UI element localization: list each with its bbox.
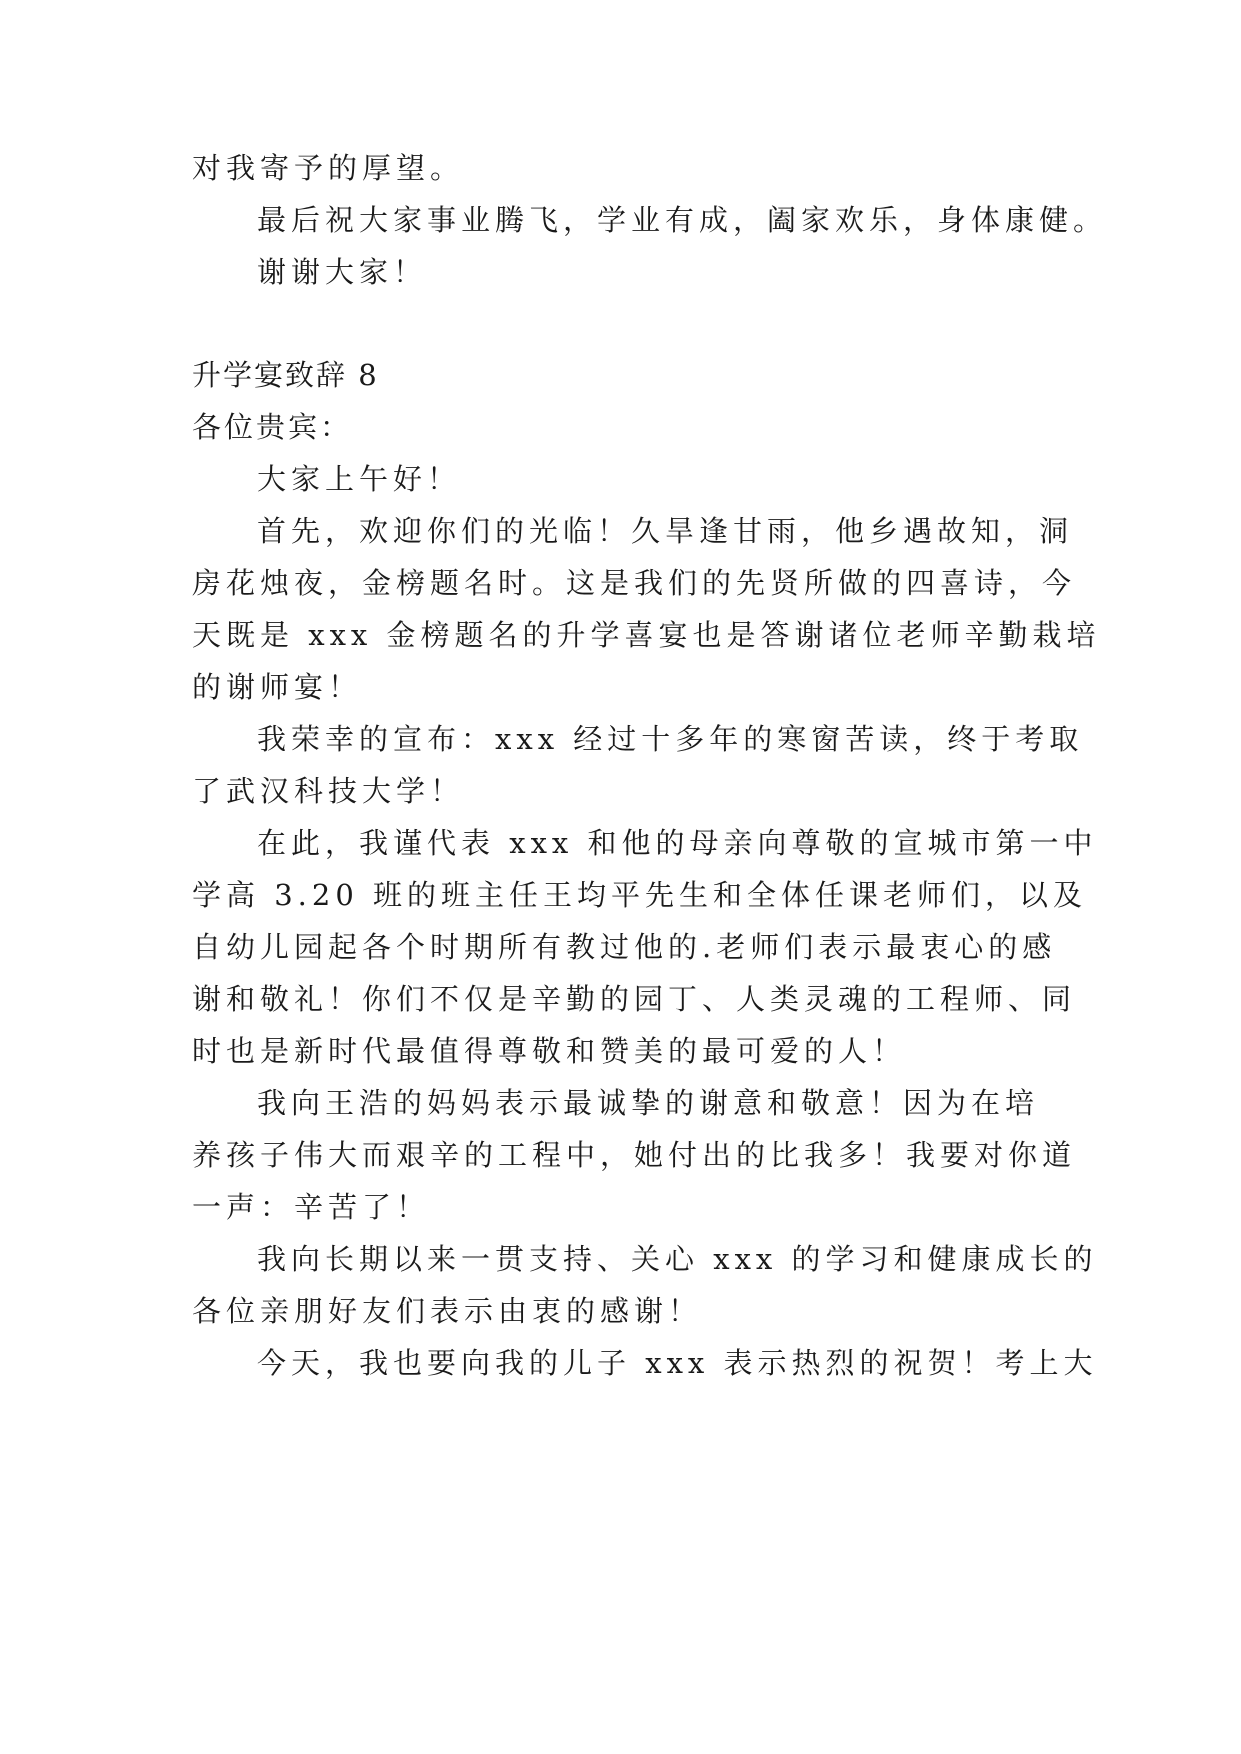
paragraph-line: 自幼儿园起各个时期所有教过他的.老师们表示最衷心的感	[192, 930, 1057, 964]
paragraph-line: 学高 3.20 班的班主任王均平先生和全体任课老师们，以及	[192, 878, 1088, 912]
paragraph-line: 天既是 xxx 金榜题名的升学喜宴也是答谢诸位老师辛勤栽培	[192, 618, 1101, 652]
paragraph-line: 一声：辛苦了！	[192, 1190, 431, 1224]
paragraph-line: 对我寄予的厚望。	[192, 151, 465, 185]
paragraph-line: 最后祝大家事业腾飞，学业有成，阖家欢乐，身体康健。	[257, 203, 1108, 237]
paragraph-line: 首先，欢迎你们的光临！久旱逢甘雨，他乡遇故知，洞	[257, 514, 1074, 548]
paragraph-line: 我向王浩的妈妈表示最诚挚的谢意和敬意！因为在培	[257, 1086, 1040, 1120]
paragraph-line: 养孩子伟大而艰辛的工程中，她付出的比我多！我要对你道	[192, 1138, 1077, 1172]
paragraph-line: 在此，我谨代表 xxx 和他的母亲向尊敬的宣城市第一中	[257, 826, 1098, 860]
paragraph-line: 各位亲朋好友们表示由衷的感谢！	[192, 1294, 703, 1328]
paragraph-line: 今天，我也要向我的儿子 xxx 表示热烈的祝贺！考上大	[257, 1346, 1098, 1380]
paragraph-line: 时也是新时代最值得尊敬和赞美的最可爱的人！	[192, 1034, 907, 1068]
paragraph-line: 谢谢大家！	[257, 255, 428, 289]
paragraph-line: 大家上午好！	[257, 462, 462, 496]
paragraph-line: 我向长期以来一贯支持、关心 xxx 的学习和健康成长的	[257, 1242, 1098, 1276]
paragraph-line: 了武汉科技大学！	[192, 774, 465, 808]
paragraph-line: 我荣幸的宣布：xxx 经过十多年的寒窗苦读，终于考取	[257, 722, 1084, 756]
salutation: 各位贵宾：	[192, 410, 353, 444]
paragraph-line: 的谢师宴！	[192, 670, 363, 704]
section-title: 升学宴致辞 8	[192, 358, 379, 392]
paragraph-line: 房花烛夜，金榜题名时。这是我们的先贤所做的四喜诗，今	[192, 566, 1077, 600]
paragraph-line: 谢和敬礼！你们不仅是辛勤的园丁、人类灵魂的工程师、同	[192, 982, 1077, 1016]
